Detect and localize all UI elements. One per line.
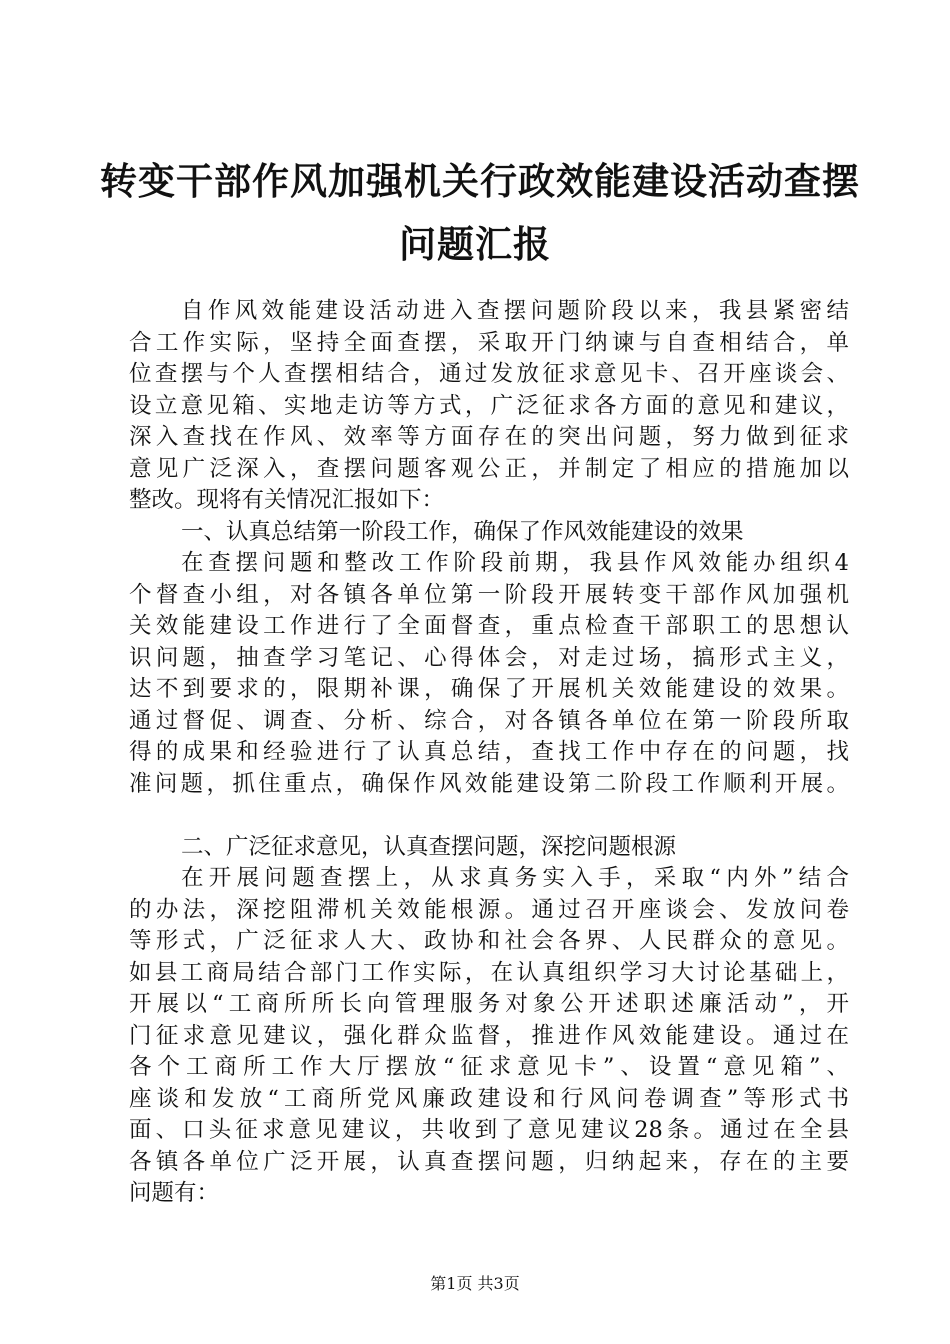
paragraph-1-line: 位查摆与个人查摆相结合，通过发放征求意见卡、召开座谈会、 — [129, 361, 849, 387]
document-title-line-2: 问题汇报 — [399, 222, 551, 266]
paragraph-2-line: 识问题，抽查学习笔记、心得体会，对走过场，搞形式主义， — [129, 644, 849, 671]
paragraph-1-line: 合工作实际，坚持全面查摆，采取开门纳谏与自查相结合，单 — [129, 329, 849, 356]
section-heading-1: 一、认真总结第一阶段工作，确保了作风效能建设的效果 — [181, 518, 744, 545]
paragraph-1-line: 意见广泛深入，查摆问题客观公正，并制定了相应的措施加以 — [129, 455, 849, 482]
paragraph-3-line: 的办法，深挖阻滞机关效能根源。通过召开座谈会、发放问卷 — [129, 896, 849, 923]
paragraph-2-line: 得的成果和经验进行了认真总结，查找工作中存在的问题，找 — [129, 739, 849, 765]
paragraph-3-line: 各个工商所工作大厅摆放“征求意见卡”、设置“意见箱”、 — [129, 1054, 849, 1080]
paragraph-2-line: 个督查小组，对各镇各单位第一阶段开展转变干部作风加强机 — [129, 581, 849, 608]
document-body — [129, 296, 849, 1210]
paragraph-1-line: 自作风效能建设活动进入查摆问题阶段以来，我县紧密结 — [181, 298, 849, 324]
blank-line — [129, 800, 849, 832]
paragraph-2-line: 达不到要求的，限期补课，确保了开展机关效能建设的效果。 — [129, 676, 849, 702]
paragraph-3-line: 面、口头征求意见建议，共收到了意见建议28条。通过在全县 — [129, 1117, 849, 1143]
page-number-footer: 第1页 共3页 — [430, 1274, 520, 1293]
paragraph-3-line: 座谈和发放“工商所党风廉政建设和行风问卷调查”等形式书 — [129, 1085, 849, 1112]
paragraph-2-line: 关效能建设工作进行了全面督查，重点检查干部职工的思想认 — [129, 613, 849, 639]
paragraph-2-line: 通过督促、调查、分析、综合，对各镇各单位在第一阶段所取 — [129, 707, 849, 734]
paragraph-2-line: 在查摆问题和整改工作阶段前期，我县作风效能办组织4 — [181, 550, 849, 576]
paragraph-3-line: 如县工商局结合部门工作实际，在认真组织学习大讨论基础上， — [129, 959, 849, 986]
paragraph-1-line: 设立意见箱、实地走访等方式，广泛征求各方面的意见和建议， — [129, 392, 849, 419]
paragraph-3-line: 问题有： — [129, 1180, 220, 1206]
paragraph-3-line: 开展以“工商所所长向管理服务对象公开述职述廉活动”，开 — [129, 991, 849, 1017]
paragraph-3-line: 等形式，广泛征求人大、政协和社会各界、人民群众的意见。 — [129, 928, 849, 954]
paragraph-3-line: 在开展问题查摆上，从求真务实入手，采取“内外”结合 — [181, 865, 849, 891]
paragraph-3-line: 门征求意见建议，强化群众监督，推进作风效能建设。通过在 — [129, 1022, 849, 1049]
section-heading-2: 二、广泛征求意见，认真查摆问题，深挖问题根源 — [181, 833, 677, 860]
paragraph-1-line: 整改。现将有关情况汇报如下： — [129, 487, 445, 513]
paragraph-3-line: 各镇各单位广泛开展，认真查摆问题，归纳起来，存在的主要 — [129, 1148, 849, 1175]
paragraph-2-line: 准问题，抓住重点，确保作风效能建设第二阶段工作顺利开展。 — [129, 770, 849, 797]
paragraph-1-line: 深入查找在作风、效率等方面存在的突出问题，努力做到征求 — [129, 424, 849, 450]
document-title-line-1: 转变干部作风加强机关行政效能建设活动查摆 — [100, 159, 860, 203]
